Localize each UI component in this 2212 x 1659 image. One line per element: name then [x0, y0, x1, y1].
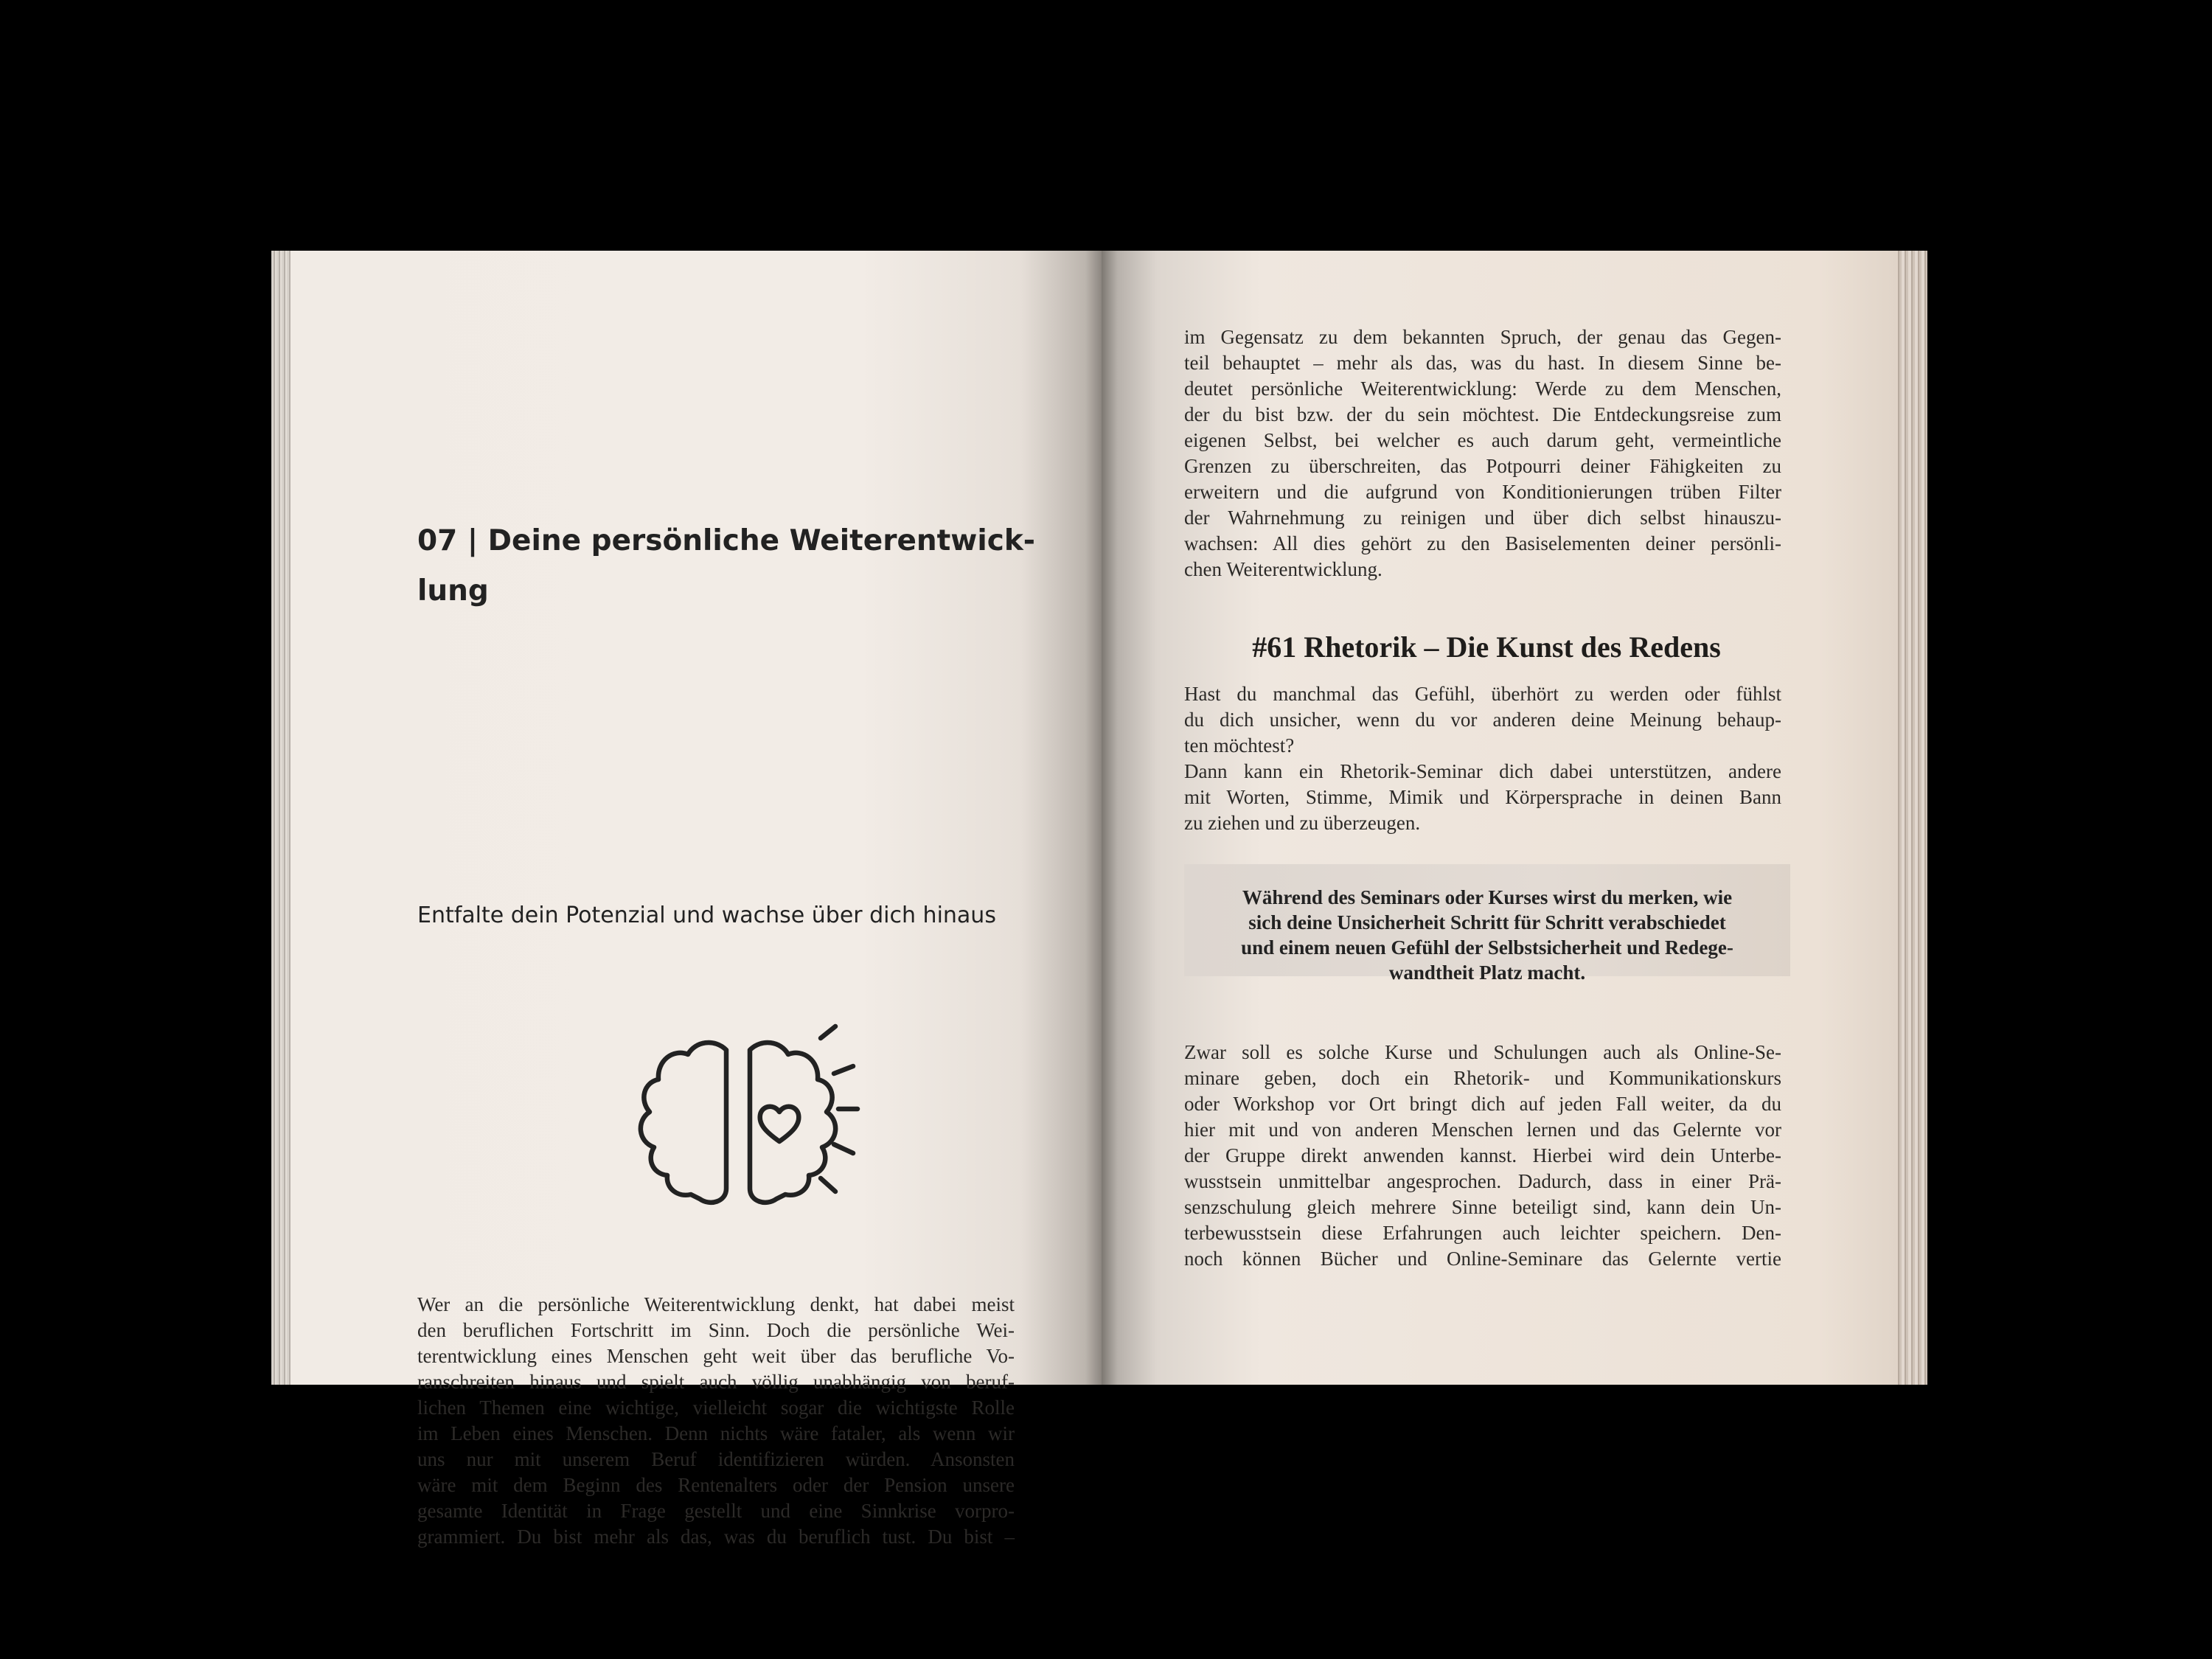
text-line: der Gruppe direkt anwenden kannst. Hierbei wird dein Unterbe-: [1184, 1144, 1781, 1166]
text-line: grammiert. Du bist mehr als das, was du beruflich tust. Du bist –: [417, 1526, 1015, 1548]
right-page-edges: [1895, 251, 1927, 1385]
callout-line: Während des Seminars oder Kurses wirst du merken, wie: [1242, 886, 1733, 908]
text-line: gesamte Identität in Frage gestellt und eine Sinnkrise vorpro-: [417, 1500, 1015, 1522]
text-line: Hast du manchmal das Gefühl, überhört zu werden oder fühlst: [1184, 683, 1781, 705]
text-line: ranschreiten hinaus und spielt auch völlig unabhängig von beruf-: [417, 1371, 1015, 1393]
brain-heart-icon: [617, 1018, 860, 1217]
text-line: wusstsein unmittelbar angesprochen. Dadurch, dass in einer Prä-: [1184, 1170, 1781, 1192]
text-line: uns nur mit unserem Beruf identifizieren würden. Ansonsten: [417, 1448, 1015, 1470]
callout-line: wandtheit Platz macht.: [1388, 961, 1586, 984]
callout-line: und einem neuen Gefühl der Selbstsicherheit und Redege-: [1241, 936, 1733, 959]
callout-text: [1184, 885, 1790, 985]
text-line: im Leben eines Menschen. Denn nichts wäre fataler, als wenn wir: [417, 1422, 1015, 1444]
text-line: der du bist bzw. der du sein möchtest. Die Entdeckungsreise zum: [1184, 403, 1781, 425]
text-line: chen Weiterentwicklung.: [1184, 558, 1382, 580]
right-bottom-text: [1184, 1040, 1781, 1272]
text-line: oder Workshop vor Ort bringt dich auf jeden Fall weiter, da du: [1184, 1093, 1781, 1115]
left-body-text: [417, 1292, 1015, 1550]
chapter-title: [417, 516, 1051, 616]
text-line: zu ziehen und zu überzeugen.: [1184, 812, 1421, 834]
text-line: terbewusstsein diese Erfahrungen auch leichter speichern. Den-: [1184, 1222, 1781, 1244]
text-line: terentwicklung eines Menschen geht weit über das berufliche Vo-: [417, 1345, 1015, 1367]
text-line: lichen Themen eine wichtige, vielleicht sogar die wichtigste Rolle: [417, 1397, 1015, 1419]
text-line: wäre mit dem Beginn des Rentenalters oder der Pension unsere: [417, 1474, 1015, 1496]
left-page: [291, 251, 1102, 1548]
text-line: mit Worten, Stimme, Mimik und Körpersprache in deinen Bann: [1184, 786, 1781, 808]
text-line: du dich unsicher, wenn du vor anderen deine Meinung behaup-: [1184, 709, 1781, 731]
callout-box: [1184, 864, 1790, 984]
text-line: Grenzen zu überschreiten, das Potpourri deiner Fähigkeiten zu: [1184, 455, 1781, 477]
text-line: Dann kann ein Rhetorik-Seminar dich dabei unterstützen, andere: [1184, 760, 1781, 782]
text-line: erweitern und die aufgrund von Konditionierungen trüben Filter: [1184, 481, 1781, 503]
text-line: wachsen: All dies gehört zu den Basiselementen deiner persönli-: [1184, 532, 1781, 554]
text-line: eigenen Selbst, bei welcher es auch darum geht, vermeintliche: [1184, 429, 1781, 451]
right-page: [1102, 251, 1898, 1385]
text-line: hier mit und von anderen Menschen lernen und das Gelernte vor: [1184, 1119, 1781, 1141]
text-line: ten möchtest?: [1184, 734, 1295, 757]
chapter-title-line: lung: [417, 574, 489, 608]
text-line: minare geben, doch ein Rhetorik- und Kommunikationskurs: [1184, 1067, 1781, 1089]
text-line: der Wahrnehmung zu reinigen und über dich selbst hinauszu-: [1184, 507, 1781, 529]
right-top-text: [1184, 324, 1781, 582]
section-intro-text: [1184, 681, 1781, 836]
chapter-subtitle: Entfalte dein Potenzial und wachse über dich hinaus: [417, 902, 996, 928]
text-line: Zwar soll es solche Kurse und Schulungen auch als Online-Se-: [1184, 1041, 1781, 1063]
text-line: den beruflichen Fortschritt im Sinn. Doch die persönliche Wei-: [417, 1319, 1015, 1341]
text-line: teil behauptet – mehr als das, was du hast. In diesem Sinne be-: [1184, 352, 1781, 374]
text-line: deutet persönliche Weiterentwicklung: Werde zu dem Menschen,: [1184, 378, 1781, 400]
text-line: im Gegensatz zu dem bekannten Spruch, der genau das Gegen-: [1184, 326, 1781, 348]
text-line: senzschulung gleich mehrere Sinne beteiligt sind, kann dein Un-: [1184, 1196, 1781, 1218]
chapter-title-line: 07 | Deine persönliche Weiterentwick-: [417, 524, 1035, 557]
text-line: noch können Bücher und Online-Seminare das Gelernte vertie: [1184, 1248, 1781, 1270]
text-line: Wer an die persönliche Weiterentwicklung denkt, hat dabei meist: [417, 1293, 1015, 1315]
callout-line: sich deine Unsicherheit Schritt für Schritt verabschiedet: [1248, 911, 1726, 933]
section-title: #61 Rhetorik – Die Kunst des Redens: [1252, 630, 1721, 664]
